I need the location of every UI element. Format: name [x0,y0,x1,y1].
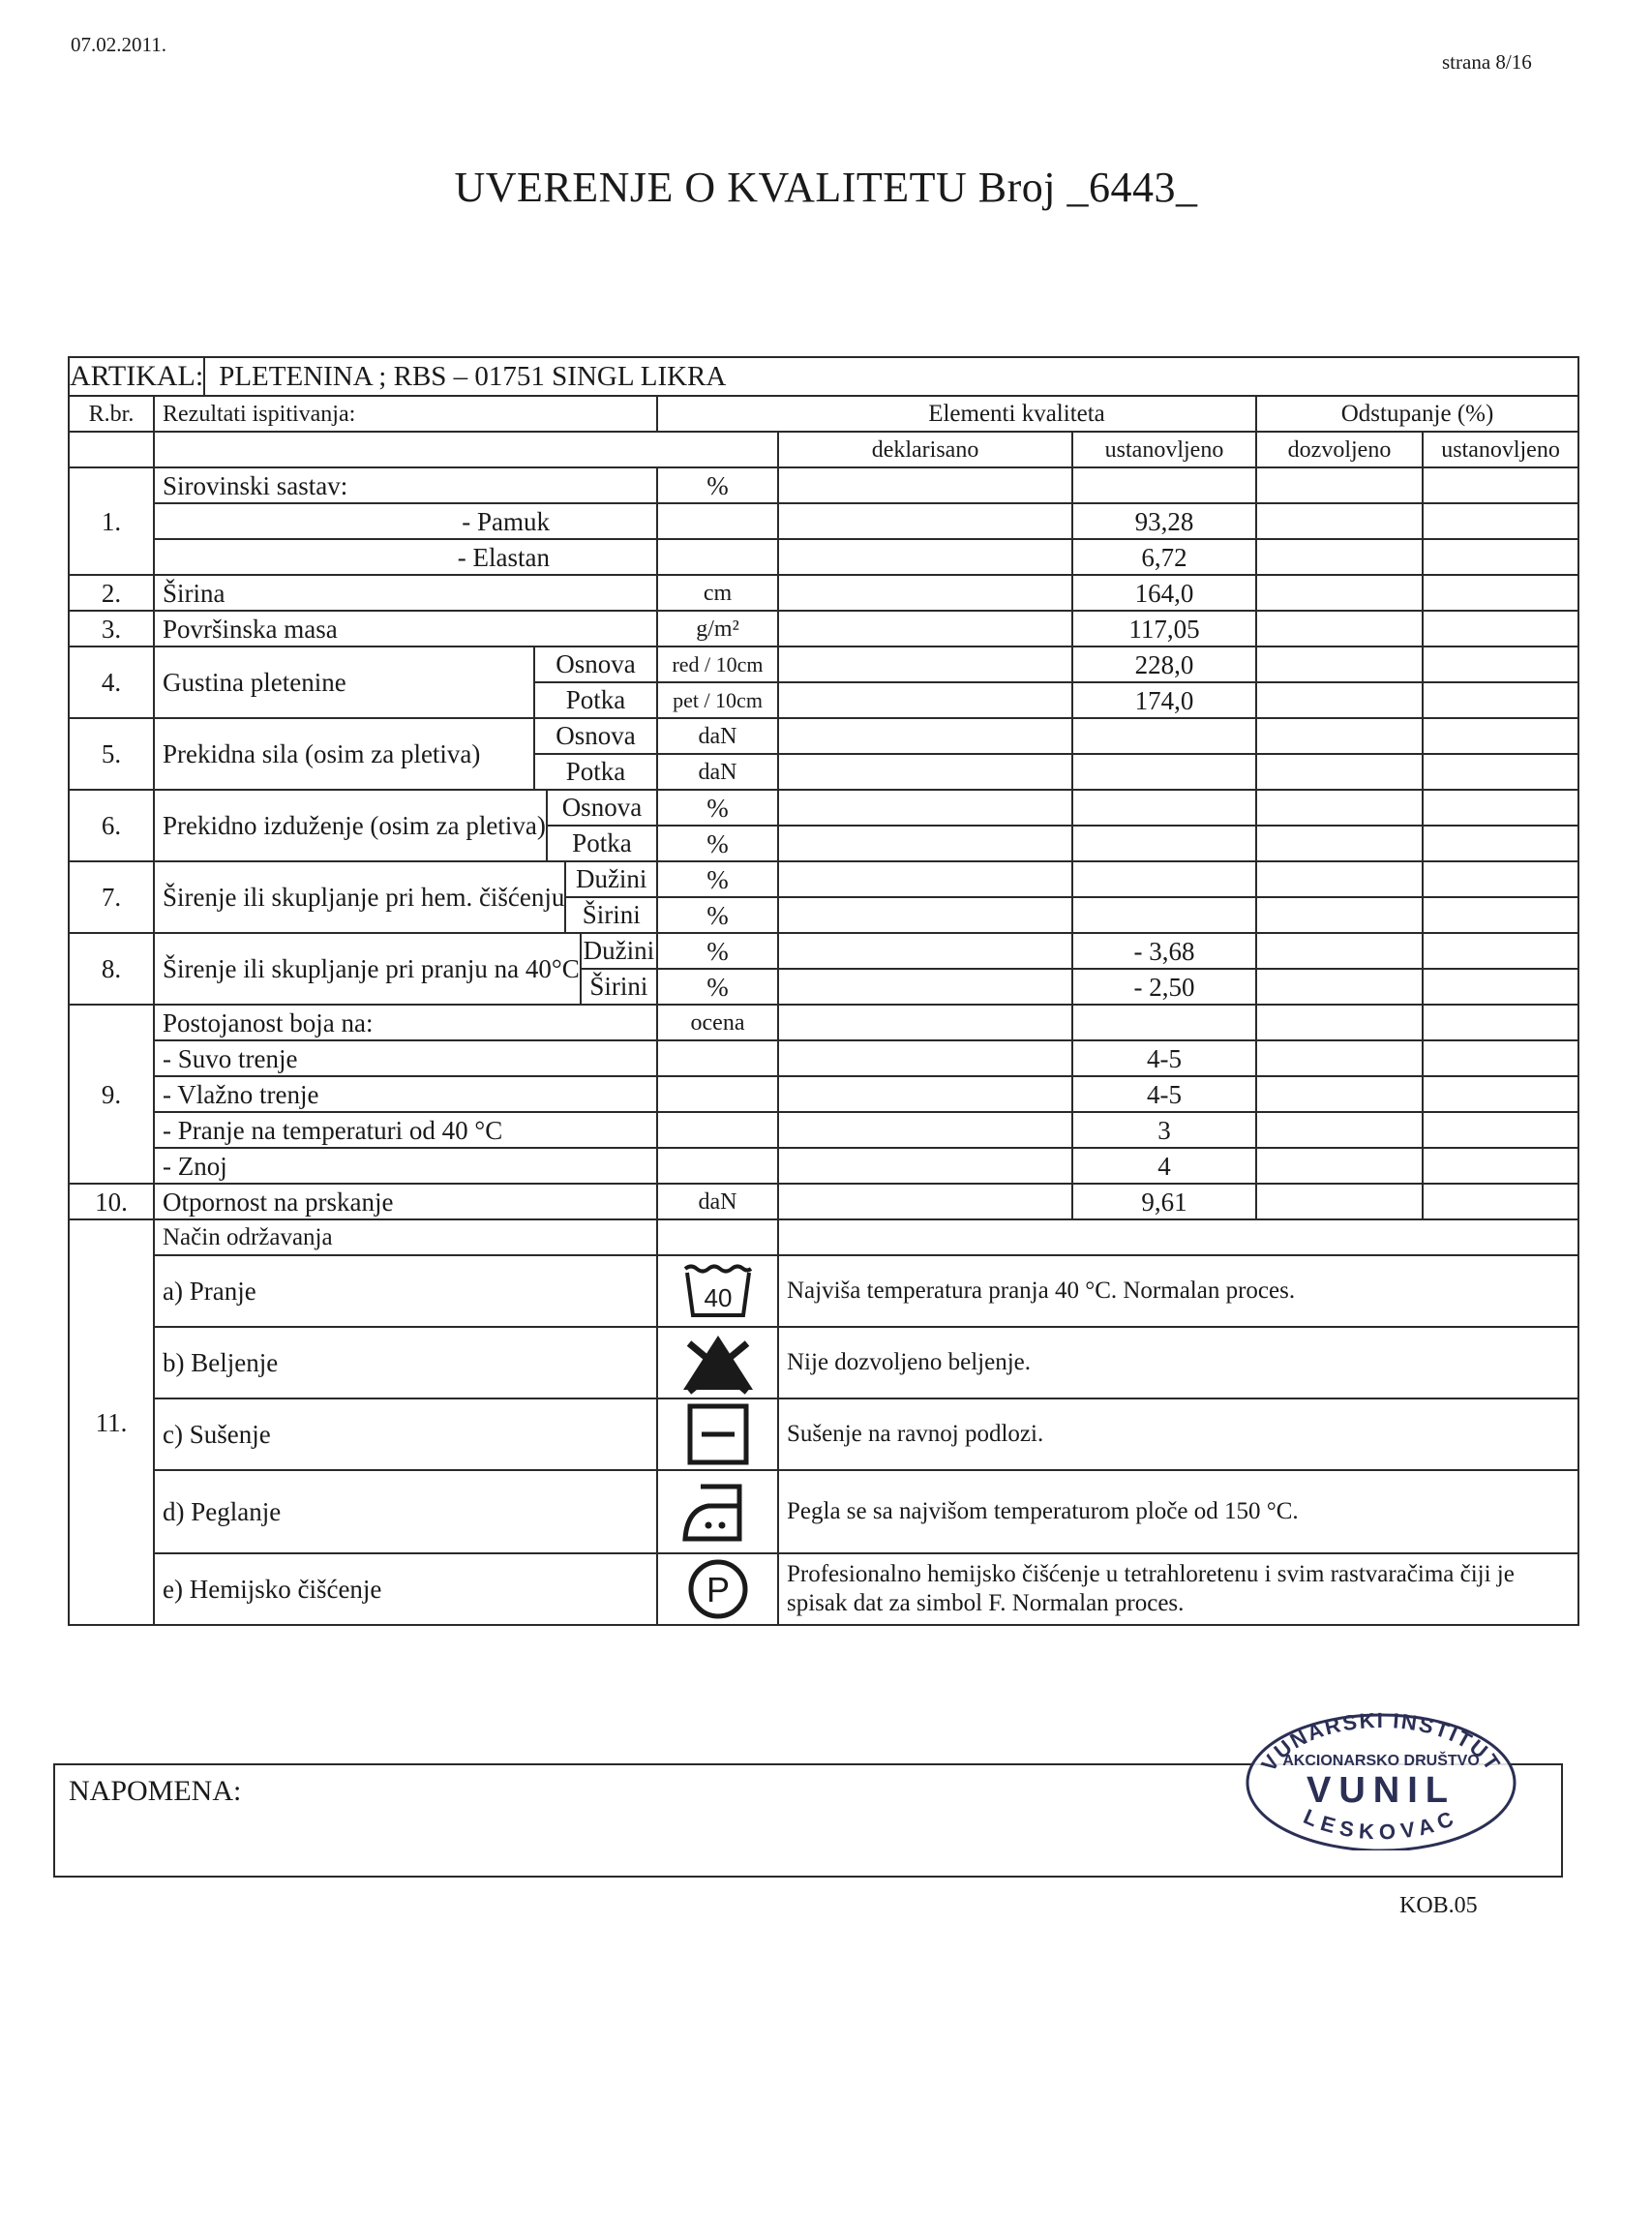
row-unit: % [657,467,778,503]
row-value: 4 [1072,1148,1256,1184]
care-row [69,1255,1578,1327]
col-elements: Elementi kvaliteta [778,396,1256,432]
row-label: - Pamuk [154,503,657,539]
row-label: - Suvo trenje [154,1040,657,1076]
row-sublabel: Potka [565,685,626,714]
care-description: Pegla se sa najvišom temperaturom ploče od 150 °C. [778,1470,1578,1553]
artikal-value: PLETENINA ; RBS – 01751 SINGL LIKRA [219,361,727,392]
row-unit: % [657,861,778,897]
table-row [69,1184,1578,1219]
wash-40-icon [681,1261,755,1321]
table-row [69,646,1578,682]
stamp-text-top: VUNARSKI INSTITUT [1256,1707,1506,1776]
row-label: Površinska masa [154,611,657,646]
row-sublabel: Širini [589,972,648,1001]
row-label: Gustina pletenine [163,668,346,697]
no-bleach-icon [679,1332,757,1394]
quality-table [68,356,1579,1626]
care-label: e) Hemijsko čišćenje [154,1553,657,1625]
row-value: - 3,68 [1072,933,1256,969]
table-row [69,1219,1578,1255]
napomena-label: NAPOMENA: [69,1775,242,1807]
table-row [69,503,1578,539]
row-value: - 2,50 [1072,969,1256,1005]
table-row [69,1040,1578,1076]
col-deviation: Odstupanje (%) [1256,396,1578,432]
stamp-text-bottom: LESKOVAC [1300,1804,1462,1845]
row-number: 9. [69,1005,154,1184]
row-value: 117,05 [1072,611,1256,646]
row-sublabel: Dužini [566,862,656,898]
care-label: c) Sušenje [154,1398,657,1470]
row-unit: % [657,969,778,1005]
row-value: 174,0 [1072,682,1256,718]
row-number: 1. [69,467,154,575]
column-subheader-row [69,432,1578,467]
row-number: 5. [69,718,154,790]
institute-stamp-icon [1241,1705,1521,1850]
col-results: Rezultati ispitivanja: [154,396,657,432]
row-number: 3. [69,611,154,646]
row-number: 7. [69,861,154,933]
row-unit: % [657,790,778,826]
column-header-row [69,396,1578,432]
table-row [69,1005,1578,1040]
table-row [69,1148,1578,1184]
row-label: Postojanost boja na: [154,1005,657,1040]
row-sublabel: Širini [582,900,641,929]
dry-clean-p-text: P [706,1570,730,1609]
dry-clean-p-icon [686,1557,750,1621]
row-number: 8. [69,933,154,1005]
row-label: Sirovinski sastav: [154,467,657,503]
care-description: Nije dozvoljeno beljenje. [778,1327,1578,1398]
care-row [69,1327,1578,1398]
page-number: strana 8/16 [1442,50,1532,74]
table-row [69,467,1578,503]
stamp-text-main: VUNIL [1307,1770,1456,1811]
row-unit: daN [657,1184,778,1219]
table-row [69,933,1578,969]
artikal-row [69,357,1578,396]
care-row [69,1470,1578,1553]
row-unit: % [657,933,778,969]
table-row [69,575,1578,611]
row-label: - Pranje na temperaturi od 40 °C [154,1112,657,1148]
col-allowed: dozvoljeno [1256,432,1423,467]
care-description: Sušenje na ravnoj podlozi. [778,1398,1578,1470]
row-value: 93,28 [1072,503,1256,539]
form-code: KOB.05 [1399,1893,1478,1918]
row-unit: pet / 10cm [657,682,778,718]
document-title: UVERENJE O KVALITETU Broj _6443_ [454,164,1198,211]
care-description: Profesionalno hemijsko čišćenje u tetrahloretenu i svim rastvaračima čiji je spisak dat za simbol F. Normalan proces. [778,1553,1578,1625]
table-row [69,861,1578,897]
row-sublabel: Dužini [582,934,656,970]
row-unit: g/m² [657,611,778,646]
table-row [69,718,1578,754]
wash-40-text: 40 [704,1283,732,1312]
row-label: - Znoj [154,1148,657,1184]
row-unit: daN [657,754,778,790]
table-row [69,1112,1578,1148]
row-number: 4. [69,646,154,718]
row-label: Otpornost na prskanje [154,1184,657,1219]
row-unit: % [657,826,778,861]
stamp-text-mid: AKCIONARSKO DRUŠTVO [1282,1753,1480,1769]
row-sublabel: Osnova [548,791,656,827]
row-value: 4-5 [1072,1076,1256,1112]
table-row [69,790,1578,826]
care-row [69,1398,1578,1470]
row-label: Širenje ili skupljanje pri hem. čišćenju [163,883,565,912]
row-value: 3 [1072,1112,1256,1148]
row-unit: ocena [657,1005,778,1040]
row-unit: cm [657,575,778,611]
care-row [69,1553,1578,1625]
row-label: - Vlažno trenje [154,1076,657,1112]
table-row [69,539,1578,575]
row-unit: % [657,897,778,933]
artikal-label: ARTIKAL: [70,358,205,395]
document-date: 07.02.2011. [71,33,166,56]
col-rbr: R.br. [69,396,154,432]
table-row [69,1076,1578,1112]
row-label: Prekidno izduženje (osim za pletiva) [163,811,546,840]
row-sublabel: Potka [572,828,632,857]
care-label: b) Beljenje [154,1327,657,1398]
col-established: ustanovljeno [1072,432,1256,467]
row-unit: red / 10cm [657,646,778,682]
row-label: Širina [154,575,657,611]
row-sublabel: Osnova [535,647,656,683]
row-sublabel: Osnova [535,719,656,755]
row-value: 9,61 [1072,1184,1256,1219]
iron-medium-icon [679,1477,757,1547]
row-sublabel: Potka [565,757,626,786]
care-label: d) Peglanje [154,1470,657,1553]
row-value: 228,0 [1072,646,1256,682]
row-value: 6,72 [1072,539,1256,575]
care-description: Najviša temperatura pranja 40 °C. Normalan proces. [778,1255,1578,1327]
row-value: 4-5 [1072,1040,1256,1076]
row-label: Način održavanja [154,1219,657,1255]
row-number: 10. [69,1184,154,1219]
row-label: Širenje ili skupljanje pri pranju na 40°C [163,954,580,983]
row-value: 164,0 [1072,575,1256,611]
row-number: 6. [69,790,154,861]
col-declared: deklarisano [778,432,1072,467]
row-unit: daN [657,718,778,754]
row-label: - Elastan [154,539,657,575]
row-number: 2. [69,575,154,611]
row-number: 11. [69,1219,154,1625]
col-established2: ustanovljeno [1423,432,1578,467]
dry-flat-icon [684,1400,752,1468]
table-row [69,611,1578,646]
row-label: Prekidna sila (osim za pletiva) [163,739,481,768]
care-label: a) Pranje [154,1255,657,1327]
